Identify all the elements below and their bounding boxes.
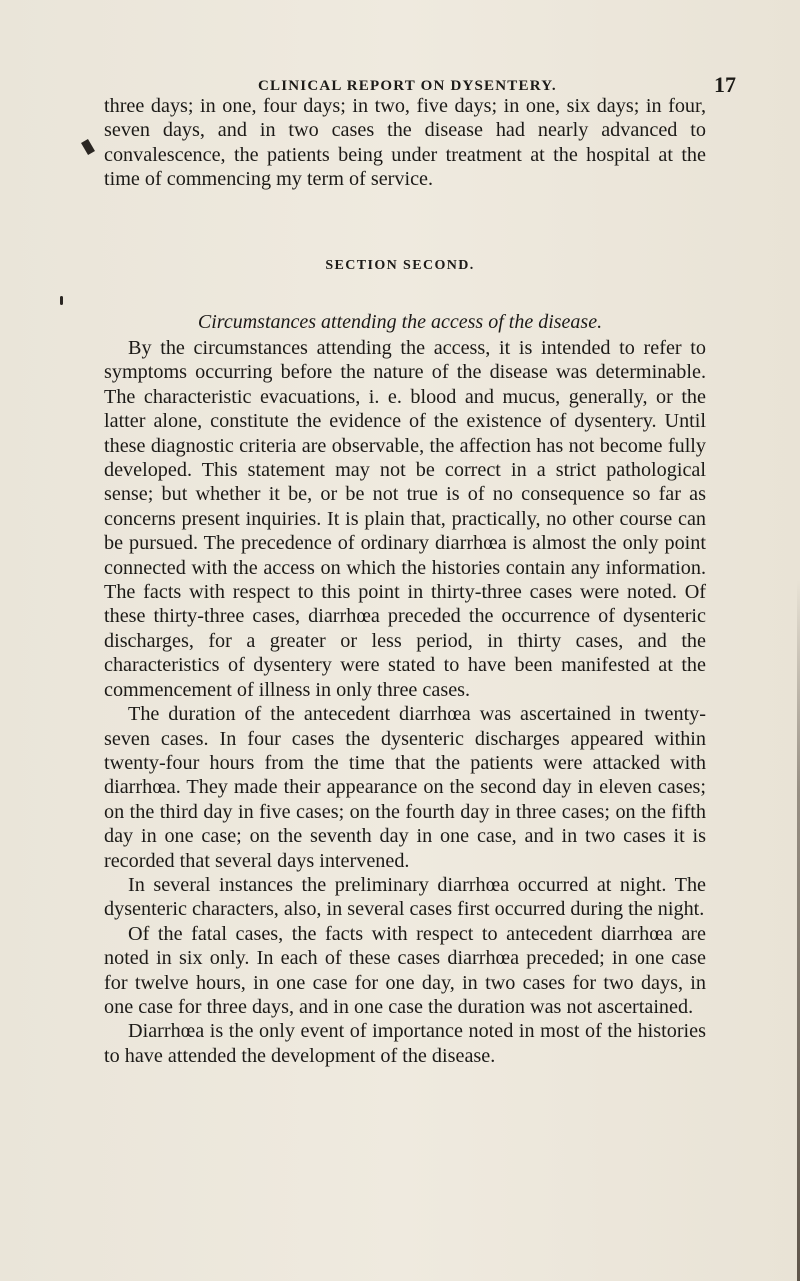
paragraph-access-definition: By the circumstances attending the access, it is intended to refer to symptoms occurring before the nature of the disease was determinable. The characteristic evacuations, i. e. blood and mucus, generally, or the latter alone, constitute the evidence of the existence of dysentery. Until these diagnostic criteria are observable, the affection has not become fully developed. This statement may not be correct in a strict pathological sense; but whether it be, or be not true is of no consequence so far as concerns present inquiries. It is plain that, practically, no other course can be pursued. The precedence of ordinary diarrhœa is almost the only point connected with the access on which the histories contain any information. The facts with respect to this point in thirty-three cases were noted. Of these thirty-three cases, diarrhœa preceded the occurrence of dysenteric discharges, for a greater or less period, in thirty cases, and the characteristics of dysentery were stated to have been manifested at the commencement of illness in only three cases.	[104, 337, 706, 701]
paragraph-duration: The duration of the antecedent diarrhœa was ascertained in twenty-seven cases. In four cases the dysenteric discharges appeared within twenty-four hours from the time that the patients were attacked with diarrhœa. They made their appearance on the second day in eleven cases; on the third day in five cases; on the fourth day in three cases; on the fifth day in one case; on the seventh day in one case, and in two cases it is recorded that several days intervened.	[104, 703, 706, 872]
margin-ink-mark	[81, 139, 95, 155]
opening-paragraph: three days; in one, four days; in two, five days; in one, six days; in four, seven days, and in two cases the disease had nearly advanced to convalescence, the patients being under treatment at the hospital at the time of commencing my term of service.	[104, 95, 706, 191]
margin-dot	[60, 296, 63, 305]
section-subtitle: Circumstances attending the access of the disease.	[197, 311, 603, 333]
paragraph-conclusion: Diarrhœa is the only event of importance noted in most of the histories to have attended the development of the disease.	[104, 1020, 706, 1067]
page-number: 17	[714, 72, 736, 97]
paragraph-night-onset: In several instances the preliminary diarrhœa occurred at night. The dysenteric characters, also, in several cases first occurred during the night.	[104, 873, 706, 921]
paragraph-fatal-cases: Of the fatal cases, the facts with respect to antecedent diarrhœa are noted in six only. In each of these cases diarrhœa preceded; in one case for twelve hours, in one case for one day, in two cases for two days, in one case for three days, and in one case the duration was not ascertained.	[104, 922, 706, 1018]
section-body	[104, 336, 706, 1068]
section-title: SECTION SECOND.	[325, 258, 475, 273]
running-head: CLINICAL REPORT ON DYSENTERY.	[258, 78, 557, 94]
